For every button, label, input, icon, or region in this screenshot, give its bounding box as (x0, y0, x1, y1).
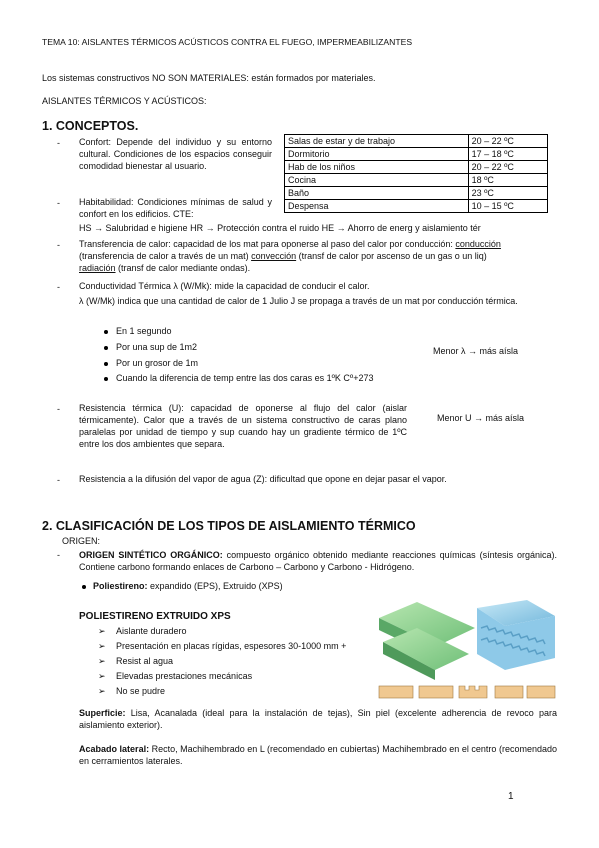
underlined-term: convección (251, 250, 297, 261)
temp-cell: 18 ºC (468, 174, 547, 187)
table-row (285, 187, 548, 200)
vapor-text: Resistencia a la difusión del vapor de agua (Z): dificultad que opone en dejar pasar el vapor. (79, 474, 447, 484)
xps-heading: POLIESTIRENO EXTRUIDO XPS (79, 611, 231, 622)
text-run: (transf de calor por ascenso de un gas o un liq) (296, 250, 487, 261)
conductividad-text: λ (W/Mk) indica que una cantidad de calor de 1 Julio J se propaga a través de un mat por conducción térmica. (79, 296, 518, 306)
underlined-term: radiación (79, 262, 116, 273)
temp-cell: 20 – 22 ºC (468, 135, 547, 148)
cte-line: HS → Salubridad e higiene HR → Protección contra el ruido HE → Ahorro de energ y aislamiento tér (79, 223, 481, 233)
table-row (285, 200, 548, 213)
poliestireno-line (93, 581, 283, 593)
resistencia-text: Resistencia térmica (U): capacidad de oponerse al flujo del calor (aislar térmicamente). Calor que a través de un sistema constructivo de caras plano paralelas por unidad de tiempo y sup cuando hay un gradiente térmico de 1ºC entre los dos ambientes que separa. (79, 403, 407, 449)
intro-subtitle: AISLANTES TÉRMICOS Y ACÚSTICOS: (42, 96, 207, 106)
cond-item: Por una sup de 1m2 (116, 342, 198, 352)
room-cell: Cocina (285, 174, 469, 187)
intro-line: Los sistemas constructivos NO SON MATERIALES: están formados por materiales. (42, 73, 376, 83)
bullet-dash: - (57, 138, 60, 148)
bullet-dash: - (57, 198, 60, 208)
arrow-bullet-icon: ➢ (98, 656, 106, 666)
transferencia-text (79, 239, 557, 275)
bullet-dash: - (57, 550, 60, 560)
temp-cell: 17 – 18 ºC (468, 148, 547, 161)
bold-term: Poliestireno: (93, 581, 148, 591)
table-row (285, 148, 548, 161)
bullet-dash: - (57, 282, 60, 292)
text-run: Lisa, Acanalada (ideal para la instalación de tejas), Sin piel (excelente adherencia de revoco para aislamiento exterior). (79, 708, 557, 730)
text-run: (transf de calor mediante ondas). (115, 262, 251, 273)
arrow-bullet-icon: ➢ (98, 686, 106, 696)
temp-cell: 20 – 22 ºC (468, 161, 547, 174)
bullet-dot (104, 330, 108, 334)
menor-lambda-note: Menor λ → más aísla (433, 346, 519, 356)
text-run: compuesto orgánico obtenido mediante reacciones químicas (síntesis orgánica). Contiene carbono formando enlaces de Carbono – Carbono y Carbono - Hidrógeno. (79, 550, 557, 572)
temp-cell: 23 ºC (468, 187, 547, 200)
bullet-dash: - (57, 240, 60, 250)
underlined-term: conducción (455, 239, 501, 249)
table-row (285, 161, 548, 174)
page-number: 1 (508, 791, 514, 802)
bullet-dot (104, 377, 108, 381)
table-row (285, 135, 548, 148)
xps-item: No se pudre (116, 686, 166, 696)
bullet-dot (104, 346, 108, 350)
origen-label: ORIGEN: (62, 536, 101, 546)
table-row (285, 174, 548, 187)
room-cell: Hab de los niños (285, 161, 469, 174)
xps-item: Presentación en placas rígidas, espesores 30-1000 mm + (116, 641, 347, 651)
bold-term: ORIGEN SINTÉTICO ORGÁNICO: (79, 550, 223, 560)
section-1-heading: 1. CONCEPTOS. (42, 119, 139, 133)
temp-cell: 10 – 15 ºC (468, 200, 547, 213)
bullet-dot (82, 585, 86, 589)
temperature-table (284, 134, 548, 213)
bold-term: Acabado lateral: (79, 744, 150, 754)
sintetico-text (79, 550, 557, 574)
superficie-text (79, 708, 557, 732)
cond-item: Cuando la diferencia de temp entre las dos caras es 1ºK Cº+273 (116, 373, 374, 383)
text-run: expandido (EPS), Extruido (XPS) (147, 581, 283, 591)
xps-item: Resist al agua (116, 656, 174, 666)
text-run: (transferencia de calor a través de un mat) (79, 250, 252, 261)
menor-u-note: Menor U → más aísla (437, 413, 525, 423)
room-cell: Dormitorio (285, 148, 469, 161)
cond-item: En 1 segundo (116, 326, 172, 336)
xps-item: Aislante duradero (116, 626, 187, 636)
room-cell: Salas de estar y de trabajo (285, 135, 469, 148)
room-cell: Baño (285, 187, 469, 200)
section-2-heading: 2. CLASIFICACIÓN DE LOS TIPOS DE AISLAMIENTO TÉRMICO (42, 519, 416, 533)
edge-profiles (379, 686, 555, 698)
acabado-text (79, 744, 557, 768)
xps-item: Elevadas prestaciones mecánicas (116, 671, 253, 681)
bullet-dot (104, 362, 108, 366)
habitabilidad-text: Habitabilidad: Condiciones mínimas de salud y confort en los edificios. CTE: (79, 197, 272, 219)
bullet-dash: - (57, 404, 60, 414)
conductividad-title: Conductividad Térmica λ (W/Mk): mide la capacidad de conducir el calor. (79, 281, 370, 291)
arrow-bullet-icon: ➢ (98, 671, 106, 681)
confort-text: Confort: Depende del individuo y su entorno cultural. Condiciones de los espacios conseguir comodidad bienestar al usuario. (79, 137, 272, 171)
bold-term: Superficie: (79, 708, 126, 718)
text-run: Recto, Machihembrado en L (recomendado en cubiertas) Machihembrado en el centro (recomendado en cerramientos laterales. (79, 744, 558, 766)
arrow-bullet-icon: ➢ (98, 641, 106, 651)
text-run: Transferencia de calor: capacidad de los mat para oponerse al paso del calor por conducción: (79, 239, 456, 249)
xps-boards-illustration (377, 598, 557, 702)
arrow-bullet-icon: ➢ (98, 626, 106, 636)
cond-item: Por un grosor de 1m (116, 358, 199, 368)
document-title: TEMA 10: AISLANTES TÉRMICOS ACÚSTICOS CONTRA EL FUEGO, IMPERMEABILIZANTES (42, 37, 413, 47)
room-cell: Despensa (285, 200, 469, 213)
bullet-dash: - (57, 475, 60, 485)
